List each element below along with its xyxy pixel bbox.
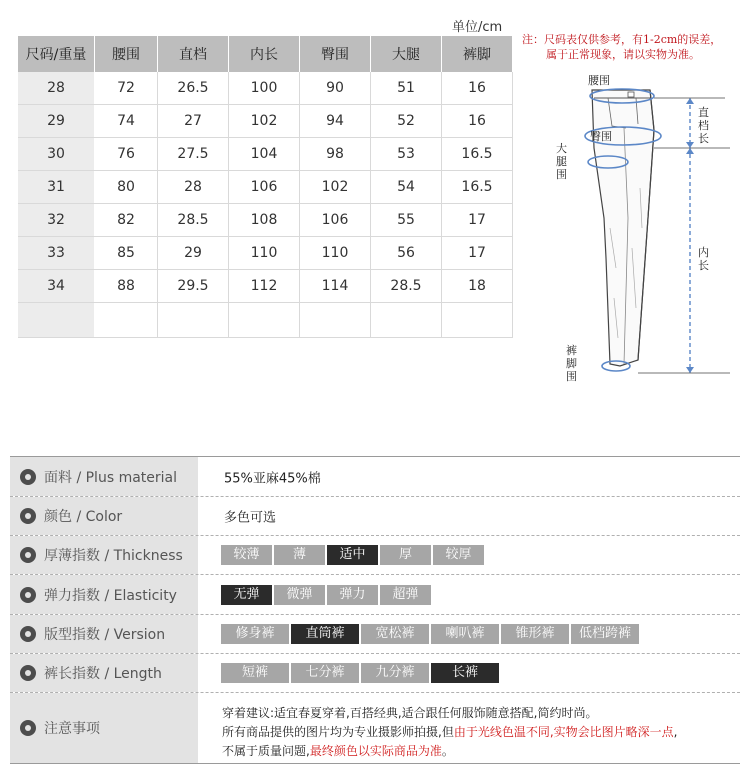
waist-cell: 72 — [95, 72, 158, 105]
rise-cell: 29 — [158, 237, 229, 270]
waist-cell: 85 — [95, 237, 158, 270]
header-rise: 直档 — [158, 36, 229, 72]
header-size-weight: 尺码/重量 — [18, 36, 95, 72]
empty-cell — [158, 303, 229, 338]
table-row — [18, 105, 513, 138]
waist-cell: 88 — [95, 270, 158, 303]
header-hip: 臀围 — [300, 36, 371, 72]
elasticity-label: 弹力指数 / Elasticity — [44, 587, 177, 604]
length-option: 九分裤 — [361, 663, 429, 683]
elasticity-option-selected: 无弹 — [221, 585, 272, 605]
spec-label-cell — [10, 457, 198, 496]
header-thigh: 大腿 — [371, 36, 442, 72]
size-cell: 31 — [18, 171, 95, 204]
spec-label-cell — [10, 536, 198, 574]
empty-cell — [300, 303, 371, 338]
notes-line-3-highlight: 最终颜色以实际商品为准 — [309, 744, 442, 758]
notes-line-3-text: 不属于质量问题, — [222, 744, 310, 758]
length-option-selected: 长裤 — [431, 663, 499, 683]
rise-cell: 27 — [158, 105, 229, 138]
hip-cell: 114 — [300, 270, 371, 303]
inseam-cell: 104 — [229, 138, 300, 171]
header-hem: 裤脚 — [442, 36, 513, 72]
inseam-cell: 100 — [229, 72, 300, 105]
spec-label-cell — [10, 615, 198, 653]
table-row — [18, 138, 513, 171]
spec-row-version — [10, 615, 740, 653]
empty-cell — [371, 303, 442, 338]
material-value: 55%亚麻45%棉 — [224, 471, 321, 486]
pants-sketch-icon — [550, 68, 750, 388]
notes-line-3 — [222, 742, 677, 761]
version-option: 锥形裤 — [501, 624, 569, 644]
waist-cell: 80 — [95, 171, 158, 204]
rise-cell: 28.5 — [158, 204, 229, 237]
spec-label-cell — [10, 575, 198, 614]
thickness-option: 较厚 — [433, 545, 484, 565]
label-hip: 臀围 — [590, 130, 612, 143]
hem-cell: 16 — [442, 72, 513, 105]
waist-cell: 76 — [95, 138, 158, 171]
notes-text — [222, 704, 677, 761]
table-row — [18, 204, 513, 237]
size-disclaimer — [522, 32, 747, 62]
size-cell: 28 — [18, 72, 95, 105]
rise-cell: 26.5 — [158, 72, 229, 105]
hip-cell: 102 — [300, 171, 371, 204]
notes-line-2-highlight: 由于光线色温不同,实物会比图片略深一点 — [453, 725, 674, 739]
hip-cell: 90 — [300, 72, 371, 105]
thickness-label: 厚薄指数 / Thickness — [44, 548, 183, 564]
spec-row-material — [10, 457, 740, 496]
notes-line-3-end: 。 — [441, 744, 454, 758]
bullet-icon — [20, 720, 36, 736]
header-inseam: 内长 — [229, 36, 300, 72]
hip-cell: 110 — [300, 237, 371, 270]
size-table — [18, 36, 513, 338]
size-cell: 33 — [18, 237, 95, 270]
thickness-option: 较薄 — [221, 545, 272, 565]
rise-cell: 29.5 — [158, 270, 229, 303]
hip-cell: 94 — [300, 105, 371, 138]
elasticity-option: 微弹 — [274, 585, 325, 605]
empty-cell — [95, 303, 158, 338]
elasticity-option: 弹力 — [327, 585, 378, 605]
spec-row-thickness — [10, 536, 740, 574]
version-option: 低档跨裤 — [571, 624, 639, 644]
thigh-cell: 55 — [371, 204, 442, 237]
empty-cell — [442, 303, 513, 338]
label-waist: 腰围 — [588, 74, 610, 87]
bullet-icon — [20, 469, 36, 485]
thickness-option: 薄 — [274, 545, 325, 565]
inseam-cell: 106 — [229, 171, 300, 204]
color-value: 多色可选 — [224, 510, 277, 526]
length-label: 裤长指数 / Length — [44, 666, 162, 682]
hem-cell: 18 — [442, 270, 513, 303]
elasticity-option: 超弹 — [380, 585, 431, 605]
bullet-icon — [20, 665, 36, 681]
pants-measurement-diagram — [550, 68, 750, 388]
inseam-cell: 102 — [229, 105, 300, 138]
hem-cell: 16.5 — [442, 138, 513, 171]
length-option: 七分裤 — [291, 663, 359, 683]
notes-line-2-text: 所有商品提供的图片均为专业摄影师拍摄,但 — [222, 725, 454, 739]
table-row-empty — [18, 303, 513, 338]
thickness-option: 厚 — [380, 545, 431, 565]
thigh-cell: 54 — [371, 171, 442, 204]
empty-cell — [18, 303, 95, 338]
hem-cell: 17 — [442, 204, 513, 237]
version-option: 喇叭裤 — [431, 624, 499, 644]
thickness-scale — [221, 545, 486, 565]
length-option: 短裤 — [221, 663, 289, 683]
version-scale — [221, 624, 641, 644]
waist-cell: 82 — [95, 204, 158, 237]
spec-label-cell — [10, 693, 198, 763]
inseam-cell: 110 — [229, 237, 300, 270]
hem-cell: 16 — [442, 105, 513, 138]
color-label: 颜色 / Color — [44, 509, 123, 525]
inseam-cell: 112 — [229, 270, 300, 303]
waist-cell: 74 — [95, 105, 158, 138]
label-thigh: 大腿围 — [556, 142, 567, 181]
version-option: 修身裤 — [221, 624, 289, 644]
spec-row-notes — [10, 693, 740, 763]
rise-cell: 28 — [158, 171, 229, 204]
notes-label: 注意事项 — [44, 721, 100, 737]
label-hem: 裤脚围 — [566, 344, 577, 383]
empty-cell — [229, 303, 300, 338]
spec-row-length — [10, 654, 740, 692]
bullet-icon — [20, 547, 36, 563]
spec-label-cell — [10, 654, 198, 692]
size-table-header — [18, 36, 513, 72]
thigh-cell: 28.5 — [371, 270, 442, 303]
spec-row-elasticity — [10, 575, 740, 614]
version-label: 版型指数 / Version — [44, 627, 166, 643]
label-inseam: 内长 — [698, 246, 709, 272]
hem-cell: 17 — [442, 237, 513, 270]
bullet-icon — [20, 508, 36, 524]
unit-label: 单位/cm — [452, 20, 503, 35]
hip-cell: 98 — [300, 138, 371, 171]
version-option-selected: 直筒裤 — [291, 624, 359, 644]
material-label: 面料 / Plus material — [44, 469, 177, 486]
header-waist: 腰围 — [95, 36, 158, 72]
thigh-cell: 52 — [371, 105, 442, 138]
disclaimer-line-2: 属于正常现象，请以实物为准。 — [546, 48, 700, 61]
elasticity-scale — [221, 585, 433, 605]
product-spec-panel — [10, 456, 740, 764]
table-row — [18, 237, 513, 270]
notes-line-2-end: , — [673, 725, 678, 739]
hip-cell: 106 — [300, 204, 371, 237]
hem-cell: 16.5 — [442, 171, 513, 204]
length-scale — [221, 663, 501, 683]
rise-cell: 27.5 — [158, 138, 229, 171]
table-row — [18, 72, 513, 105]
size-cell: 32 — [18, 204, 95, 237]
table-row — [18, 270, 513, 303]
bullet-icon — [20, 587, 36, 603]
label-rise: 直档长 — [698, 106, 709, 145]
thickness-option-selected: 适中 — [327, 545, 378, 565]
spec-row-color — [10, 497, 740, 535]
disclaimer-line-1: 注：尺码表仅供参考，有1-2cm的误差， — [522, 33, 722, 46]
thigh-cell: 53 — [371, 138, 442, 171]
table-row — [18, 171, 513, 204]
version-option: 宽松裤 — [361, 624, 429, 644]
notes-line-2 — [222, 723, 677, 742]
thigh-cell: 51 — [371, 72, 442, 105]
inseam-cell: 108 — [229, 204, 300, 237]
notes-line-1: 穿着建议:适宜春夏穿着,百搭经典,适合跟任何服饰随意搭配,简约时尚。 — [222, 706, 598, 720]
size-cell: 30 — [18, 138, 95, 171]
bullet-icon — [20, 626, 36, 642]
thigh-cell: 56 — [371, 237, 442, 270]
size-cell: 29 — [18, 105, 95, 138]
size-cell: 34 — [18, 270, 95, 303]
spec-label-cell — [10, 497, 198, 535]
